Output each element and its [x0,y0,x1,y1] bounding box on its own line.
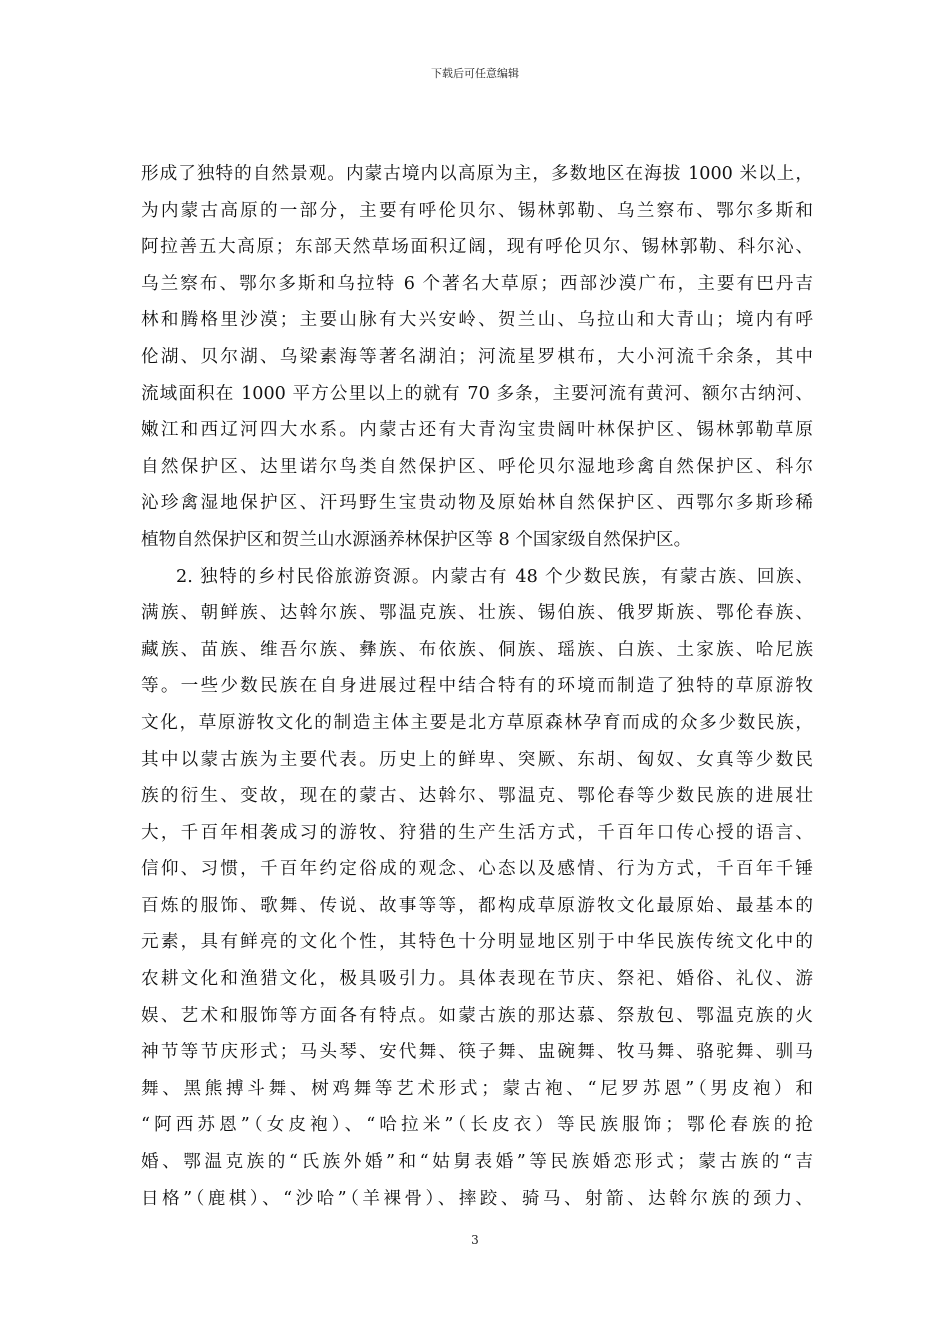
text-line: 形成了独特的自然景观。内蒙古境内以高原为主，多数地区在海拔 1000 米以上， [141,164,813,184]
text-line: 阿拉善五大高原；东部天然草场面积辽阔，现有呼伦贝尔、锡林郭勒、科尔沁、 [141,237,813,258]
text-line: 其中以蒙古族为主要代表。历史上的鲜卑、突厥、东胡、匈奴、女真等少数民 [141,749,813,770]
text-line: 藏族、苗族、维吾尔族、彝族、布依族、侗族、瑶族、白族、土家族、哈尼族 [141,639,813,660]
text-line: 娱、艺术和服饰等方面各有特点。如蒙古族的那达慕、祭敖包、鄂温克族的火 [141,1005,813,1026]
section-heading-line: 2. 独特的乡村民俗旅游资源。内蒙古有 48 个少数民族，有蒙古族、回族、 [176,566,813,587]
text-line: 舞、黑熊搏斗舞、树鸡舞等艺术形式；蒙古袍、“尼罗苏恩”（男皮袍）和 [141,1078,813,1099]
text-line: 流域面积在 1000 平方公里以上的就有 70 多条，主要河流有黄河、额尔古纳河、 [141,383,813,404]
text-line: 乌兰察布、鄂尔多斯和乌拉特 6 个著名大草原；西部沙漠广布，主要有巴丹吉 [141,273,813,294]
text-line: 神节等节庆形式；马头琴、安代舞、筷子舞、盅碗舞、牧马舞、骆驼舞、驯马 [141,1042,813,1063]
text-line: 族的衍生、变故，现在的蒙古、达斡尔、鄂温克、鄂伦春等少数民族的进展壮 [141,786,813,807]
text-line: 百炼的服饰、歌舞、传说、故事等等，都构成草原游牧文化最原始、最基本的 [141,895,813,916]
text-line: 大，千百年相袭成习的游牧、狩猎的生产生活方式，千百年口传心授的语言、 [141,822,813,843]
text-line: 满族、朝鲜族、达斡尔族、鄂温克族、壮族、锡伯族、俄罗斯族、鄂伦春族、 [141,603,813,624]
page-number: 3 [471,1233,479,1247]
text-line: 为内蒙古高原的一部分，主要有呼伦贝尔、锡林郭勒、乌兰察布、鄂尔多斯和 [141,200,813,221]
text-line: 日格”（鹿棋）、“沙哈”（羊裸骨）、摔跤、骑马、射箭、达斡尔族的颈力、 [141,1188,813,1209]
text-line: 植物自然保护区和贺兰山水源涵养林保护区等 8 个国家级自然保护区。 [141,529,692,550]
text-line: 信仰、习惯，千百年约定俗成的观念、心态以及感情、行为方式，千百年千锤 [141,859,813,880]
text-line: 嫩江和西辽河四大水系。内蒙古还有大青沟宝贵阔叶林保护区、锡林郭勒草原 [141,420,813,441]
page-header: 下载后可任意编辑 [431,67,519,80]
body-text [141,156,813,1217]
text-line: 文化，草原游牧文化的制造主体主要是北方草原森林孕育而成的众多少数民族， [141,712,813,733]
text-line: 林和腾格里沙漠；主要山脉有大兴安岭、贺兰山、乌拉山和大青山；境内有呼 [141,310,813,331]
text-line: “阿西苏恩”（女皮袍）、“哈拉米”（长皮衣）等民族服饰；鄂伦春族的抢 [141,1115,813,1136]
text-line: 沁珍禽湿地保护区、汗玛野生宝贵动物及原始林自然保护区、西鄂尔多斯珍稀 [141,493,813,514]
text-line: 伦湖、贝尔湖、乌梁素海等著名湖泊；河流星罗棋布，大小河流千余条，其中 [141,346,813,367]
text-line: 婚、鄂温克族的“氏族外婚”和“姑舅表婚”等民族婚恋形式；蒙古族的“吉 [141,1152,813,1173]
text-line: 等。一些少数民族在自身进展过程中结合特有的环境而制造了独特的草原游牧 [141,676,813,697]
text-line: 元素，具有鲜亮的文化个性，其特色十分明显地区别于中华民族传统文化中的 [141,932,813,953]
text-line: 农耕文化和渔猎文化，极具吸引力。具体表现在节庆、祭祀、婚俗、礼仪、游 [141,969,813,990]
text-line: 自然保护区、达里诺尔鸟类自然保护区、呼伦贝尔湿地珍禽自然保护区、科尔 [141,456,813,477]
